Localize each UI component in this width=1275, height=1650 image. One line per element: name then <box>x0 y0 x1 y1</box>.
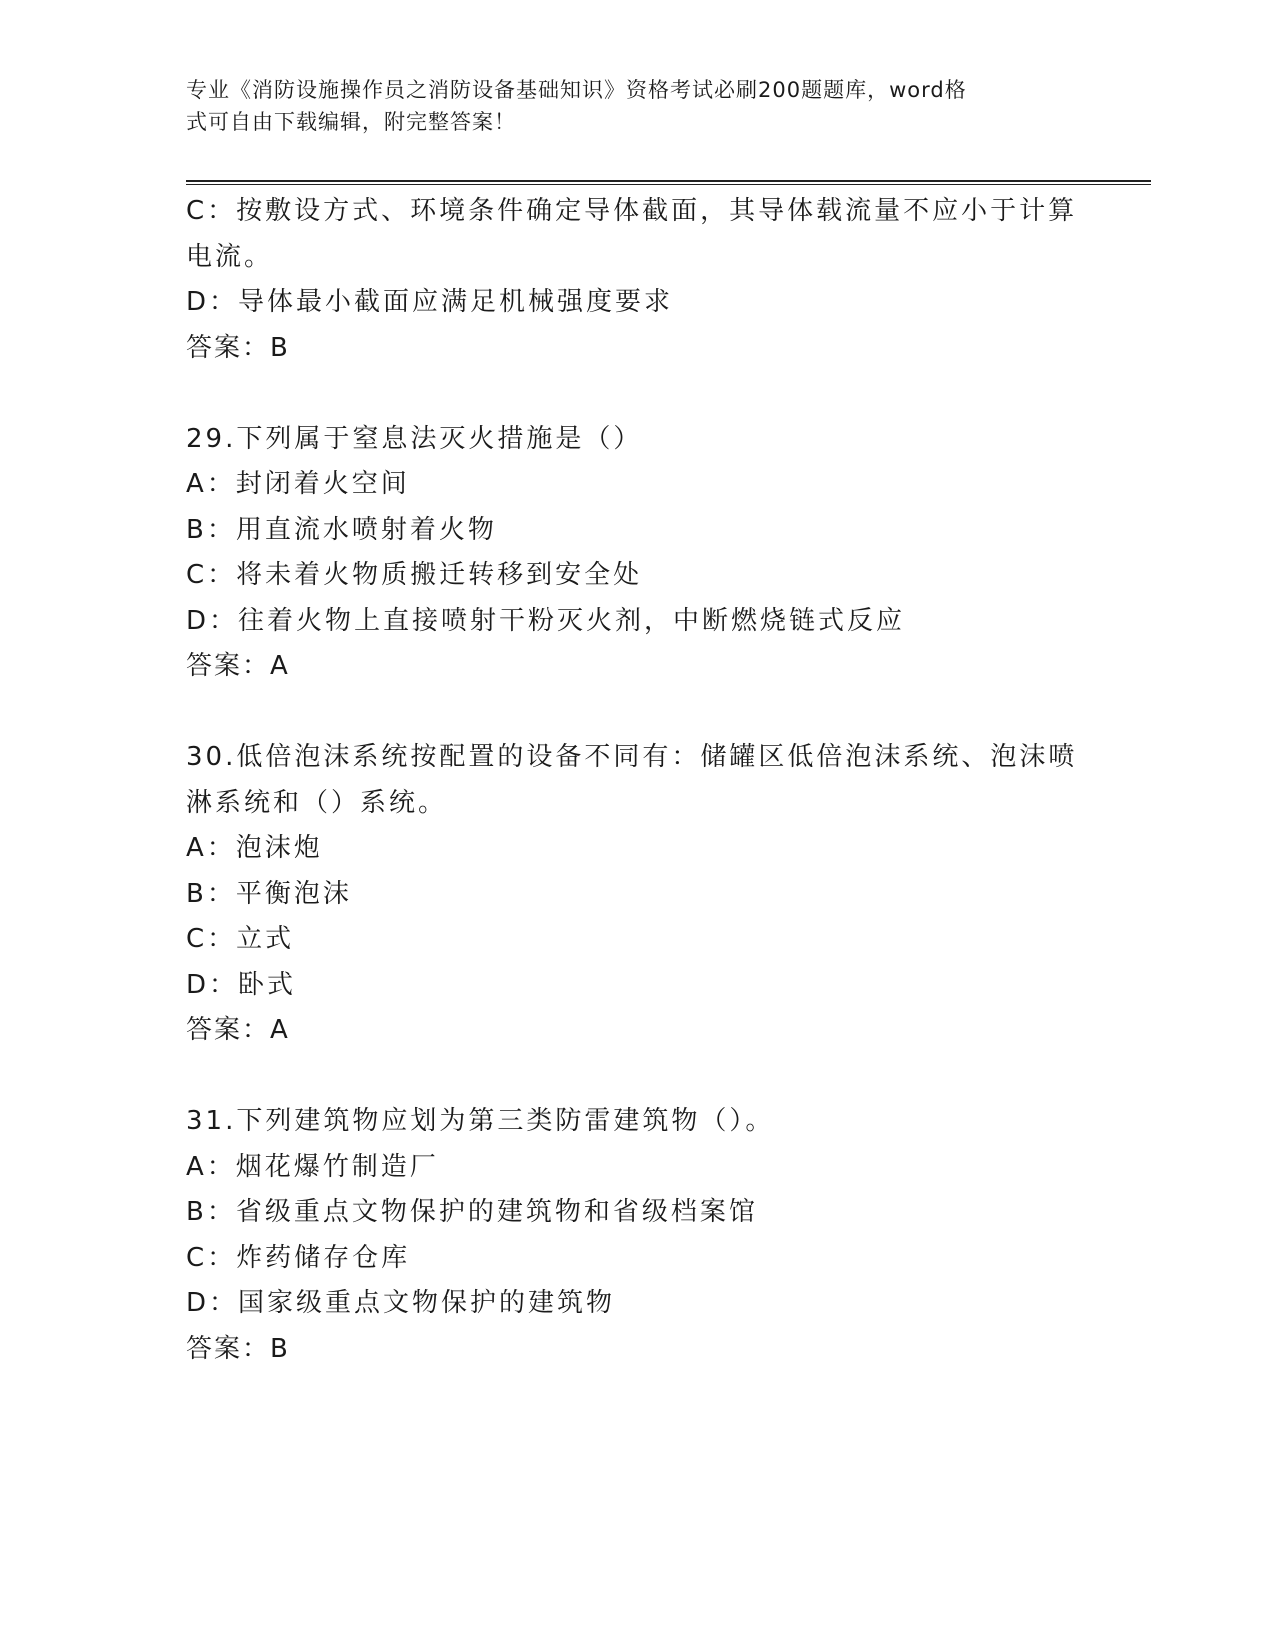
question-30 <box>186 735 1086 1054</box>
option-c: C：按敷设方式、环境条件确定导体截面，其导体载流量不应小于计算 <box>186 196 1078 226</box>
option-c: C：立式 <box>186 924 295 954</box>
answer-line: 答案：B <box>186 1333 290 1364</box>
header-divider-thin <box>186 184 1151 185</box>
option-c: C：将未着火物质搬迁转移到安全处 <box>186 560 643 590</box>
option-a: A：泡沫炮 <box>186 833 323 863</box>
answer-line: 答案：A <box>186 651 290 681</box>
option-b: B：平衡泡沫 <box>186 878 352 909</box>
answer-line: 答案：B <box>186 332 290 363</box>
answer-line: 答案：A <box>186 1015 290 1045</box>
question-stem: 31.下列建筑物应划为第三类防雷建筑物（）。 <box>186 1106 775 1136</box>
option-d: D：国家级重点文物保护的建筑物 <box>186 1288 616 1318</box>
option-d: D：卧式 <box>186 969 297 1000</box>
option-b: B：省级重点文物保护的建筑物和省级档案馆 <box>186 1197 758 1227</box>
question-stem-continued: 淋系统和（）系统。 <box>186 787 448 818</box>
question-stem: 30.低倍泡沫系统按配置的设备不同有：储罐区低倍泡沫系统、泡沫喷 <box>186 742 1078 772</box>
option-b: B：用直流水喷射着火物 <box>186 514 497 545</box>
option-c-continued: 电流。 <box>186 241 274 272</box>
header-line-2: 式可自由下载编辑，附完整答案！ <box>186 110 516 134</box>
option-c: C：炸药储存仓库 <box>186 1242 411 1273</box>
option-a: A：封闭着火空间 <box>186 469 410 499</box>
option-d: D：导体最小截面应满足机械强度要求 <box>186 287 674 317</box>
header-divider-thick <box>186 180 1151 182</box>
option-d: D：往着火物上直接喷射干粉灭火剂，中断燃烧链式反应 <box>186 605 906 636</box>
question-stem: 29.下列属于窒息法灭火措施是（） <box>186 423 643 454</box>
header-line-1: 专业《消防设施操作员之消防设备基础知识》资格考试必刷200题题库，word格 <box>186 78 967 102</box>
document-header <box>186 74 1086 138</box>
option-a: A：烟花爆竹制造厂 <box>186 1151 439 1182</box>
document-body <box>186 189 1086 1372</box>
question-29 <box>186 417 1086 690</box>
question-31 <box>186 1099 1086 1372</box>
previous-question-tail <box>186 189 1086 371</box>
